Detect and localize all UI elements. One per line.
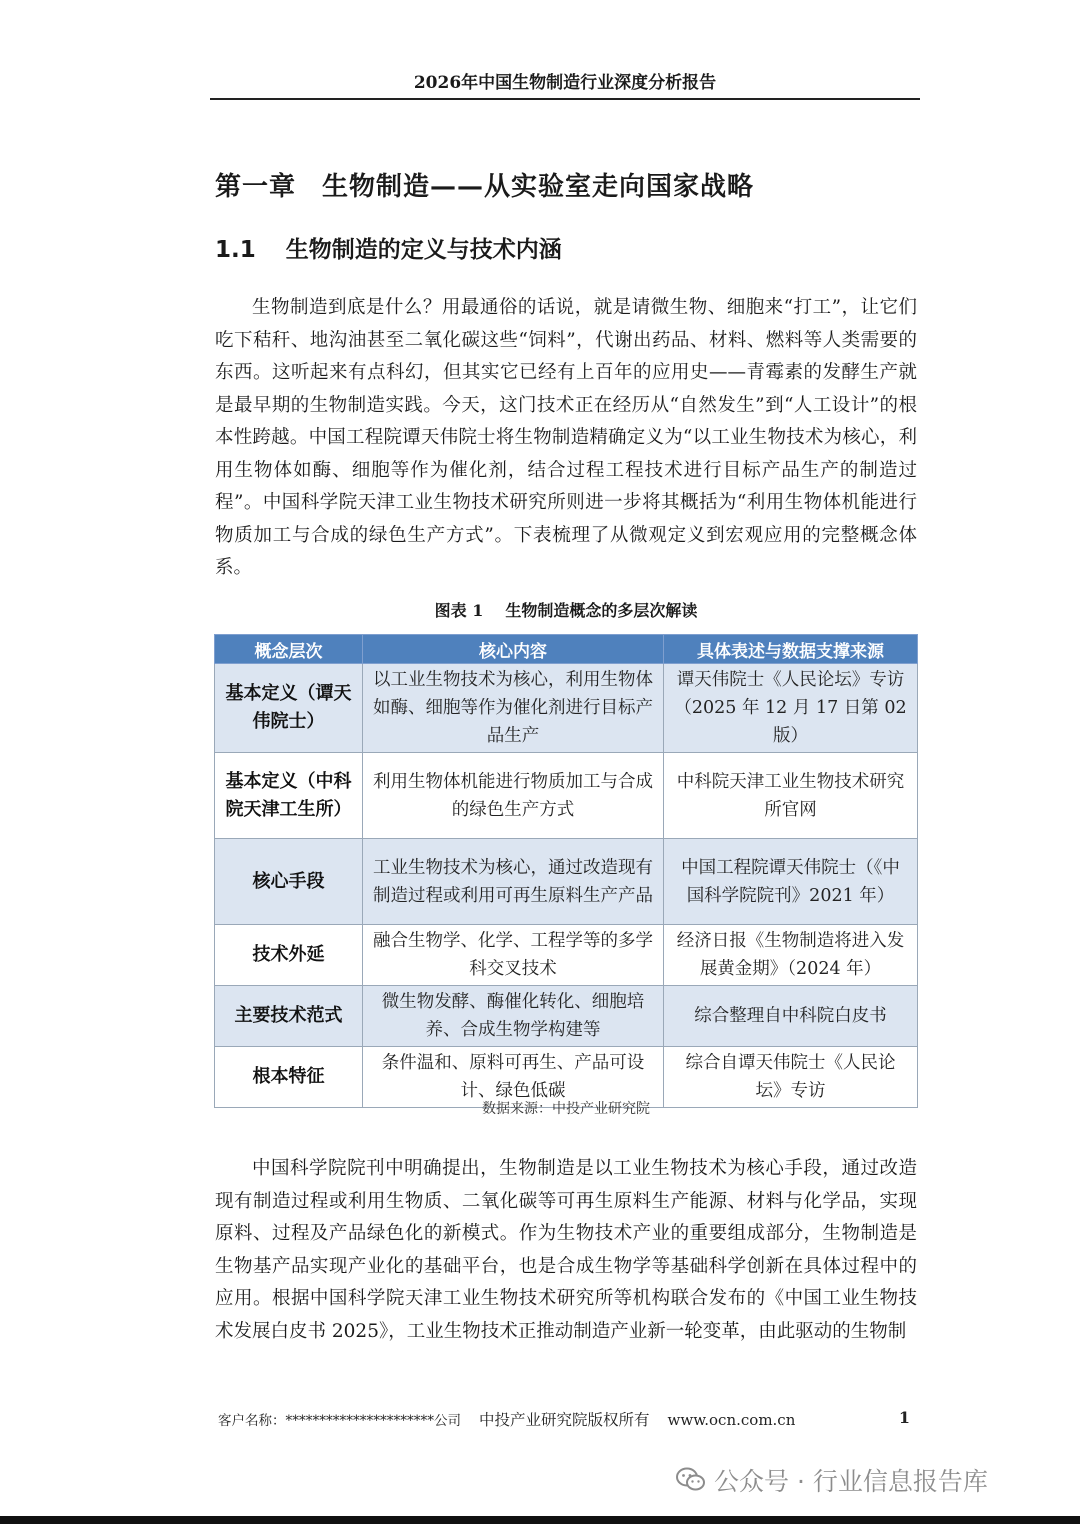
table-cell-content: 以工业生物技术为核心，利用生物体如酶、细胞等作为催化剂进行目标产品生产 xyxy=(363,664,664,753)
chapter-title: 生物制造——从实验室走向国家战略 xyxy=(322,172,755,202)
chapter-heading xyxy=(215,166,915,203)
table-row xyxy=(215,925,918,986)
concept-table xyxy=(214,634,918,1108)
table-cell-level: 基本定义（中科院天津工生所） xyxy=(215,753,363,839)
footer-website-link[interactable]: www.ocn.com.cn xyxy=(667,1411,796,1429)
table-caption-title: 生物制造概念的多层次解读 xyxy=(505,601,698,620)
body-paragraph-2: 中国科学院院刊中明确提出，生物制造是以工业生物技术为核心手段，通过改造现有制造过程或利用生物质、二氧化碳等可再生原料生产能源、材料与化学品，实现原料、过程及产品绿色化的新模式。作为生物技术产业的重要组成部分，生物制造是生物基产品实现产业化的基础平台，也是合成生物学等基础科学创新在具体过程中的应用。根据中国科学院天津工业生物技术研究所等机构联合发布的《中国工业生物技术发展白皮书 2025》，工业生物技术正推动制造产业新一轮变革，由此驱动的生物制 xyxy=(215,1158,917,1342)
wechat-watermark xyxy=(676,1460,988,1500)
table-cell-content: 微生物发酵、酶催化转化、细胞培养、合成生物学构建等 xyxy=(363,986,664,1047)
watermark-text: 公众号 · 行业信息报告库 xyxy=(714,1467,988,1496)
table-cell-content: 利用生物体机能进行物质加工与合成的绿色生产方式 xyxy=(363,753,664,839)
table-cell-source: 中国工程院谭天伟院士（《中国科学院院刊》2021 年） xyxy=(664,839,918,925)
table-cell-level: 基本定义（谭天伟院士） xyxy=(215,664,363,753)
table-row xyxy=(215,986,918,1047)
table-data-source: 数据来源：中投产业研究院 xyxy=(482,1101,650,1117)
running-header: 2026年中国生物制造行业深度分析报告 xyxy=(210,70,920,100)
body-paragraph-1: 生物制造到底是什么？用最通俗的话说，就是请微生物、细胞来“打工”，让它们吃下秸秆、地沟油甚至二氧化碳这些“饲料”，代谢出药品、材料、燃料等人类需要的东西。这听起来有点科幻，但其实它已经有上百年的应用史——青霉素的发酵生产就是最早期的生物制造实践。今天，这门技术正在经历从“自然发生”到“人工设计”的根本性跨越。中国工程院谭天伟院士将生物制造精确定义为“以工业生物技术为核心，利用生物体如酶、细胞等作为催化剂，结合过程工程技术进行目标产品生产的制造过程”。中国科学院天津工业生物技术研究所则进一步将其概括为“利用生物体机能进行物质加工与合成的绿色生产方式”。下表梳理了从微观定义到宏观应用的完整概念体系。 xyxy=(215,297,917,578)
table-cell-level: 根本特征 xyxy=(215,1047,363,1108)
section-title: 生物制造的定义与技术内涵 xyxy=(285,236,562,263)
table-cell-content: 融合生物学、化学、工程学等的多学科交叉技术 xyxy=(363,925,664,986)
table-cell-level: 核心手段 xyxy=(215,839,363,925)
table-row xyxy=(215,753,918,839)
section-heading xyxy=(215,231,915,264)
footer-client: 客户名称：**********************公司 xyxy=(218,1413,461,1429)
table-cell-source: 经济日报《生物制造将进入发展黄金期》（2024 年） xyxy=(664,925,918,986)
footer-copyright: 中投产业研究院版权所有 xyxy=(479,1411,650,1429)
table-cell-source: 综合整理自中科院白皮书 xyxy=(664,986,918,1047)
wechat-icon xyxy=(676,1467,706,1493)
table-cell-content: 工业生物技术为核心，通过改造现有制造过程或利用可再生原料生产产品 xyxy=(363,839,664,925)
table-caption-number: 图表 1 xyxy=(434,601,484,620)
table-header-row xyxy=(215,635,918,664)
chapter-number: 第一章 xyxy=(215,172,297,202)
table-cell-content: 条件温和、原料可再生、产品可设计、绿色低碳 xyxy=(363,1047,664,1108)
section-number: 1.1 xyxy=(215,237,256,263)
table-header-cell: 概念层次 xyxy=(215,635,363,664)
table-cell-level: 主要技术范式 xyxy=(215,986,363,1047)
bottom-edge-bar xyxy=(0,1516,1080,1524)
table-cell-source: 中科院天津工业生物技术研究所官网 xyxy=(664,753,918,839)
page-footer xyxy=(218,1408,918,1430)
page-number: 1 xyxy=(898,1408,910,1427)
table-header-cell: 核心内容 xyxy=(363,635,664,664)
table-row xyxy=(215,839,918,925)
table-row xyxy=(215,664,918,753)
table-header-cell: 具体表述与数据支撑来源 xyxy=(664,635,918,664)
table-cell-source: 谭天伟院士《人民论坛》专访（2025 年 12 月 17 日第 02 版） xyxy=(664,664,918,753)
table-cell-level: 技术外延 xyxy=(215,925,363,986)
table-cell-source: 综合自谭天伟院士《人民论坛》专访 xyxy=(664,1047,918,1108)
table-caption xyxy=(215,598,917,621)
